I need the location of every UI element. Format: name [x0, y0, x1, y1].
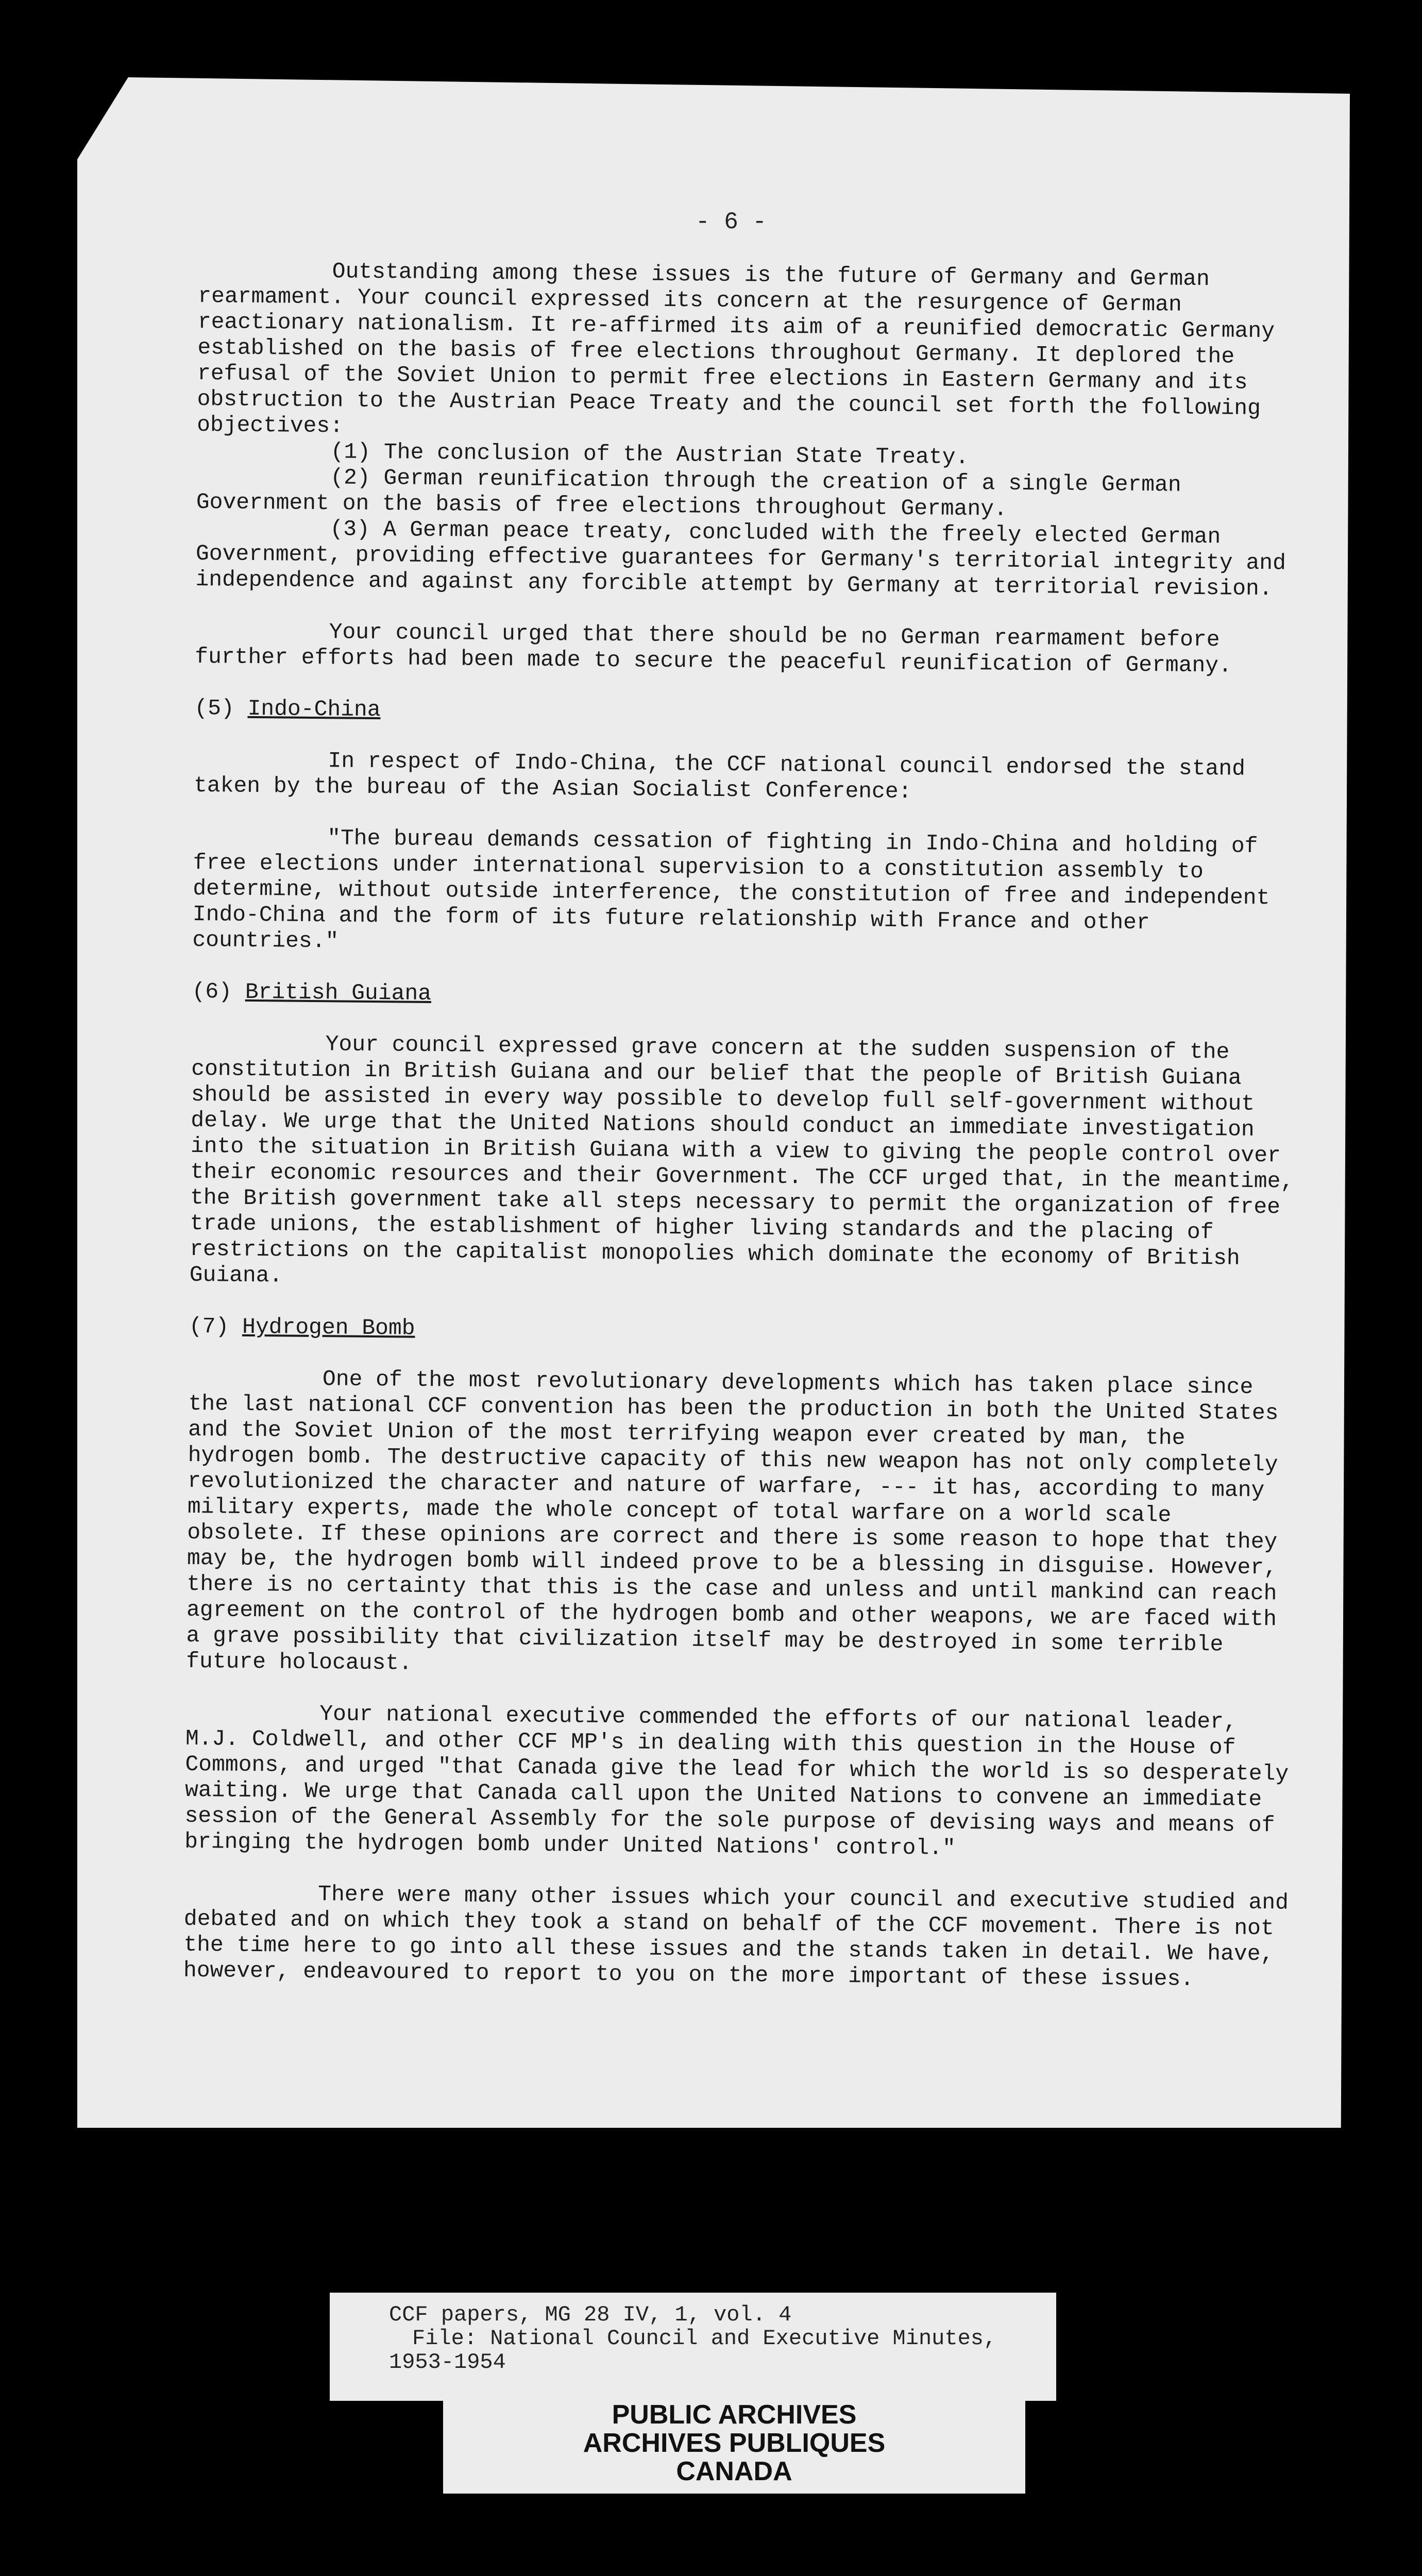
document-body	[183, 258, 1306, 1993]
paragraph-closing: There were many other issues which your council and executive studied and debated and on which they took a stand on behalf of the CCF movement. There is not the time here to go into all these issues and the stands taken in detail. We have, however, endeavoured to report to you on the more important of these issues.	[183, 1882, 1289, 1992]
paragraph-national-executive: Your national executive commended the efforts of our national leader, M.J. Coldwell, and other CCF MP's in dealing with this question in the House of Commons, and urged "that Canada give the lead for which the world is so desperately waiting. We urge that Canada call upon the United Nations to convene an immediate session of the General Assembly for the sole purpose of devising ways and means of bringing the hydrogen bomb under United Nations' control."	[184, 1701, 1289, 1861]
heading-title: Hydrogen Bomb	[242, 1314, 415, 1341]
objective-1: (1) The conclusion of the Austrian State Treaty.	[330, 439, 969, 470]
paragraph-indo-china: In respect of Indo-China, the CCF national council endorsed the stand taken by the bureau of the Asian Socialist Conference:	[193, 748, 1246, 805]
label-line-1: CCF papers, MG 28 IV, 1, vol. 4	[389, 2302, 792, 2327]
label-line-2: File: National Council and Executive Minutes,	[412, 2326, 997, 2351]
objective-2: (2) German reunification through the creation of a single German Government on the basis of free elections throughout Germany.	[196, 465, 1181, 522]
archive-reference-label	[330, 2293, 1056, 2401]
archives-stamp	[443, 2391, 1025, 2494]
page-number: - 6 -	[696, 209, 767, 235]
archives-line-1: PUBLIC ARCHIVES	[612, 2400, 857, 2430]
heading-title: Indo-China	[247, 696, 381, 723]
paragraph-germany: Outstanding among these issues is the future of Germany and German rearmament. Your council expressed its concern at the resurgence of German reactionary nationalism. It re-affirmed its aim of a reunified democratic Germany established on the basis of free elections throughout Germany. It deplored the refusal of the Soviet Union to permit free elections in Eastern Germany and its obstruction to the Austrian Peace Treaty and the council set forth the following objectives:	[196, 259, 1275, 439]
paragraph-british-guiana: Your council expressed grave concern at the sudden suspension of the constitution in British Guiana and our belief that the people of British Guiana should be assisted in every way possible to develop full self-government without delay. We urge that the United Nations should conduct an immediate investigation into the situation in British Guiana with a view to giving the people control over their economic resources and their Government. The CCF urged that, in the meantime, the British government take all steps necessary to permit the organization of free trade unions, the establishment of higher living standards and the placing of restrictions on the capitalist monopolies which dominate the economy of British Guiana.	[189, 1031, 1294, 1289]
label-line-3: 1953-1954	[389, 2350, 506, 2375]
paragraph-rearmament: Your council urged that there should be no German rearmament before further efforts had been made to secure the peaceful reunification of Germany.	[195, 619, 1232, 679]
archives-line-3: CANADA	[676, 2456, 792, 2486]
heading-number: (6)	[192, 978, 232, 1005]
quote-asian-socialist-bureau: "The bureau demands cessation of fighting in Indo-China and holding of free elections under international supervision to a constitution assembly to determine, without outside interference, the constitution of free and independent Indo-China and the form of its future relationship with France and other countries."	[192, 825, 1270, 954]
heading-number: (5)	[194, 695, 235, 721]
paragraph-hydrogen-bomb: One of the most revolutionary developments which has taken place since the last national CCF convention has been the production in both the United States and the Soviet Union of the most terrifying weapon ever created by man, the hydrogen bomb. The destructive capacity of this new weapon has not only completely revolutionized the character and nature of warfare, --- it has, according to many military experts, made the whole concept of total warfare on a world scale obsolete. If these opinions are correct and there is some reason to hope that they may be, the hydrogen bomb will indeed prove to be a blessing in disguise. However, there is no certainty that this is the case and unless and until mankind can reach agreement on the control of the hydrogen bomb and other weapons, we are faced with a grave possibility that civilization itself may be destroyed in some terrible future holocaust.	[186, 1366, 1279, 1676]
objective-3: (3) A German peace treaty, concluded with the freely elected German Government, providing effective guarantees for Germany's territorial integrity and independence and against any forcible attempt by Germany at territorial revision.	[195, 516, 1286, 602]
archives-line-2: ARCHIVES PUBLIQUES	[583, 2428, 886, 2458]
heading-number: (7)	[189, 1313, 229, 1340]
heading-title: British Guiana	[245, 979, 432, 1006]
